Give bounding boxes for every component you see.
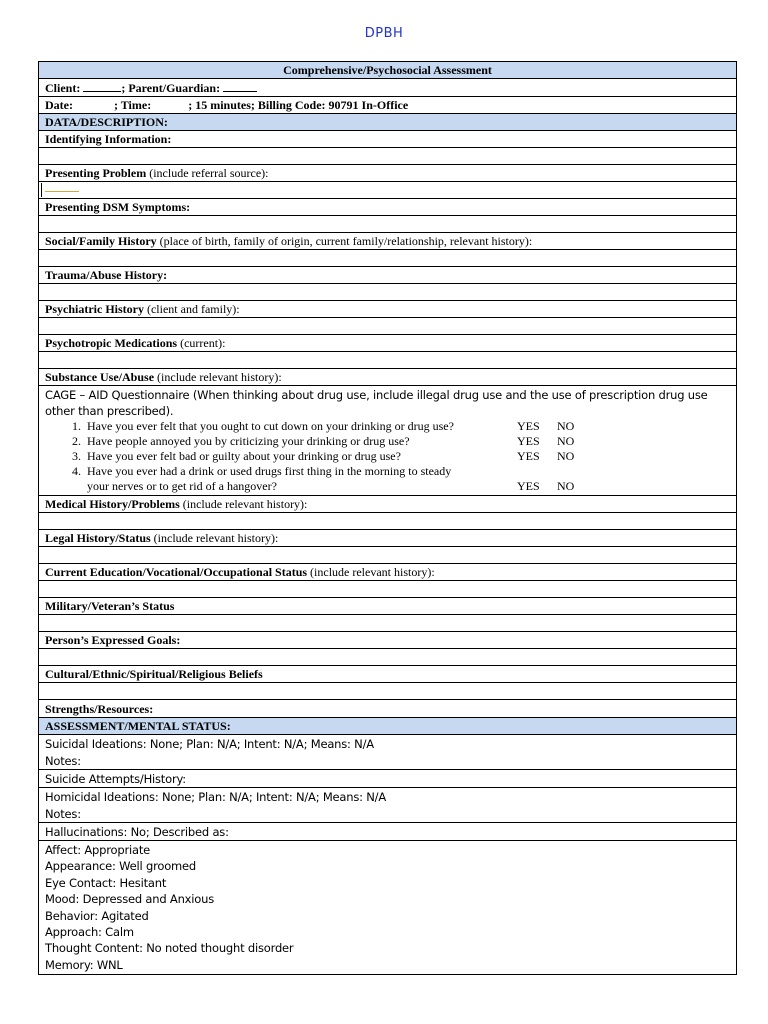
eye-contact-line: Eye Contact: Hesitant [45, 875, 167, 890]
thought-content-line: Thought Content: No noted thought disorder [45, 941, 294, 956]
client-line [39, 79, 736, 97]
medical-row [39, 496, 736, 513]
trauma-field[interactable] [39, 284, 736, 301]
yes-option[interactable]: YES [517, 434, 540, 448]
homicidal-notes[interactable]: Notes: [39, 805, 736, 823]
no-option[interactable]: NO [557, 434, 575, 448]
form-title: Comprehensive/Psychosocial Assessment [39, 62, 736, 79]
mental-status-block [39, 841, 736, 975]
goals-label: Person’s Expressed Goals: [39, 632, 736, 649]
suicidal-ideations: Suicidal Ideations: None; Plan: N/A; Intent: N/A; Means: N/A [45, 737, 374, 751]
suicidal-notes[interactable]: Notes: [39, 752, 736, 770]
military-label: Military/Veteran’s Status [39, 598, 736, 615]
question-text-line2: your nerves or to get rid of a hangover? [87, 479, 277, 493]
cage-question [45, 449, 730, 464]
highlight-underline [45, 191, 79, 192]
no-option[interactable]: NO [557, 449, 575, 463]
social-field[interactable] [39, 250, 736, 267]
guardian-label: ; Parent/Guardian: [121, 81, 221, 95]
cage-question [45, 419, 730, 434]
document-header: DPBH [364, 26, 404, 41]
goals-field[interactable] [39, 649, 736, 666]
legal-label: Legal History/Status [45, 531, 151, 545]
dsm-field[interactable] [39, 216, 736, 233]
substance-note: (include relevant history): [154, 370, 282, 384]
hallucinations[interactable]: Hallucinations: No; Described as: [39, 823, 736, 841]
social-label: Social/Family History [45, 234, 157, 248]
billing-info: ; 15 minutes; Billing Code: 90791 In-Office [188, 98, 409, 112]
legal-row [39, 530, 736, 547]
mood-line: Mood: Depressed and Anxious [45, 892, 214, 907]
trauma-label: Trauma/Abuse History: [39, 267, 736, 284]
cage-questionnaire [39, 386, 736, 496]
substance-label: Substance Use/Abuse [45, 370, 155, 384]
question-number: 4. [72, 464, 81, 478]
psychiatric-row [39, 301, 736, 318]
no-option[interactable]: NO [557, 479, 575, 493]
appearance-line: Appearance: Well groomed [45, 859, 197, 874]
question-number: 3. [72, 449, 81, 463]
military-field[interactable] [39, 615, 736, 632]
substance-row [39, 369, 736, 386]
legal-field[interactable] [39, 547, 736, 564]
identifying-field[interactable] [39, 148, 736, 165]
social-row [39, 233, 736, 250]
social-note: (place of birth, family of origin, current family/relationship, relevant history): [156, 234, 533, 248]
medical-note: (include relevant history): [179, 497, 308, 511]
yes-option[interactable]: YES [517, 449, 540, 463]
assessment-section-header: ASSESSMENT/MENTAL STATUS: [39, 717, 736, 735]
assessment-form [38, 61, 737, 975]
psychiatric-field[interactable] [39, 318, 736, 335]
psychotropic-row [39, 335, 736, 352]
behavior-line: Behavior: Agitated [45, 908, 149, 923]
approach-line: Approach: Calm [45, 925, 134, 940]
question-number: 2. [72, 434, 81, 448]
question-text: Have people annoyed you by criticizing your drinking or drug use? [87, 434, 410, 448]
presenting-problem-field[interactable] [39, 182, 736, 199]
psychiatric-label: Psychiatric History [45, 302, 144, 316]
cultural-label: Cultural/Ethnic/Spiritual/Religious Beliefs [39, 666, 736, 683]
psychiatric-note: (client and family): [143, 302, 240, 316]
yes-option[interactable]: YES [517, 419, 540, 433]
dsm-label: Presenting DSM Symptoms: [39, 199, 736, 216]
yes-option[interactable]: YES [517, 479, 540, 493]
medical-label: Medical History/Problems [45, 497, 180, 511]
memory-line: Memory: WNL [45, 957, 123, 972]
medical-field[interactable] [39, 513, 736, 530]
psychotropic-field[interactable] [39, 352, 736, 369]
strengths-label: Strengths/Resources: [45, 702, 154, 716]
presenting-problem-row [39, 165, 736, 182]
presenting-problem-label: Presenting Problem [45, 166, 147, 180]
question-text: Have you ever felt bad or guilty about your drinking or drug use? [87, 449, 401, 463]
question-text: Have you ever felt that you ought to cut down on your drinking or drug use? [87, 419, 454, 433]
question-text [87, 464, 517, 494]
date-label: Date: [45, 98, 73, 112]
text-cursor [41, 183, 42, 197]
homicidal-ideations: Homicidal Ideations: None; Plan: N/A; Intent: N/A; Means: N/A [45, 790, 387, 804]
psychotropic-note: (current): [177, 336, 226, 350]
guardian-field[interactable] [223, 80, 257, 92]
education-note: (include relevant history): [307, 565, 435, 579]
education-field[interactable] [39, 581, 736, 598]
question-number: 1. [72, 419, 81, 433]
time-label: ; Time: [113, 98, 152, 112]
data-section-header: DATA/DESCRIPTION: [39, 114, 736, 131]
affect-line: Affect: Appropriate [45, 843, 151, 857]
cage-question [45, 464, 730, 494]
education-row [39, 564, 736, 581]
date-line [39, 97, 736, 114]
legal-note: (include relevant history): [150, 531, 279, 545]
cage-intro: CAGE – AID Questionnaire (When thinking about drug use, include illegal drug use and the use of prescription drug use other than prescribed). [45, 388, 708, 418]
client-field[interactable] [83, 80, 121, 92]
presenting-problem-note: (include referral source): [146, 166, 269, 180]
cage-question [45, 434, 730, 449]
cage-question-list [45, 419, 730, 494]
suicide-attempts[interactable]: Suicide Attempts/History: [39, 770, 736, 788]
client-label: Client: [45, 81, 81, 95]
psychotropic-label: Psychotropic Medications [45, 336, 178, 350]
no-option[interactable]: NO [557, 419, 575, 433]
identifying-label: Identifying Information: [39, 131, 736, 148]
question-text-line1: Have you ever had a drink or used drugs first thing in the morning to steady [87, 464, 452, 478]
cultural-field[interactable] [39, 683, 736, 700]
education-label: Current Education/Vocational/Occupational Status [45, 565, 308, 579]
